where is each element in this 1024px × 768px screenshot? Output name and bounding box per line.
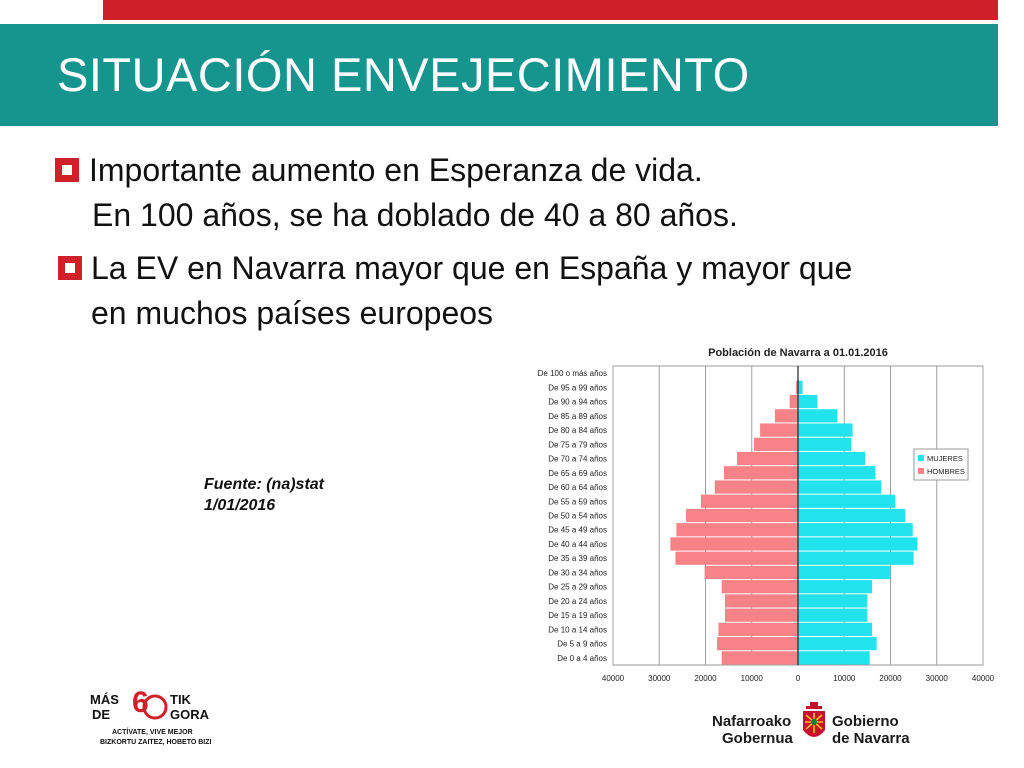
chart-y-tick-label: De 75 a 79 años <box>548 440 607 450</box>
chart-y-tick-label: De 70 a 74 años <box>548 454 607 464</box>
chart-bar-hombres <box>718 623 798 636</box>
chart-x-tick-label: 20000 <box>694 674 717 683</box>
chart-bar-mujeres <box>798 423 853 436</box>
top-accent-bar <box>103 0 998 20</box>
chart-bar-hombres <box>754 438 798 451</box>
chart-x-tick-label: 40000 <box>601 674 625 683</box>
chart-y-tick-label: De 85 a 89 años <box>548 411 607 421</box>
logo-gobernua: Gobernua <box>722 730 793 747</box>
chart-bar-mujeres <box>798 609 867 622</box>
chart-title: Población de Navarra a 01.01.2016 <box>708 347 888 359</box>
chart-y-tick-label: De 30 a 34 años <box>548 568 607 578</box>
chart-legend-swatch <box>918 455 924 461</box>
logo-tik: TIK <box>170 692 191 707</box>
logo-de-navarra: de Navarra <box>832 730 910 747</box>
chart-bar-hombres <box>722 651 798 664</box>
chart-x-tick-label: 40000 <box>971 674 995 683</box>
bullet-1-line-1: Importante aumento en Esperanza de vida. <box>89 152 703 188</box>
navarra-coat-of-arms-icon <box>800 700 828 744</box>
logo-gora: GORA <box>170 707 209 722</box>
chart-y-tick-label: De 15 a 19 años <box>548 611 607 621</box>
chart-bar-mujeres <box>798 381 803 394</box>
chart-bar-hombres <box>701 495 798 508</box>
chart-y-tick-label: De 45 a 49 años <box>548 525 607 535</box>
chart-bar-hombres <box>790 395 798 408</box>
logo-nafarroako: Nafarroako <box>712 713 792 730</box>
chart-bar-hombres <box>737 452 798 465</box>
chart-bar-hombres <box>675 552 798 565</box>
chart-y-tick-label: De 40 a 44 años <box>548 539 607 549</box>
source-line-2: 1/01/2016 <box>204 497 276 514</box>
chart-bar-mujeres <box>798 438 851 451</box>
bullet-square-icon <box>55 158 79 182</box>
chart-bar-hombres <box>717 637 798 650</box>
bullet-square-icon <box>58 256 82 280</box>
chart-x-tick-label: 30000 <box>925 674 948 683</box>
chart-x-tick-label: 0 <box>795 674 801 683</box>
chart-bar-mujeres <box>798 623 872 636</box>
chart-x-tick-label: 30000 <box>648 674 671 683</box>
slide-title: SITUACIÓN ENVEJECIMIENTO <box>57 48 750 101</box>
chart-bar-mujeres <box>798 537 917 550</box>
logo-six-digit: 6 <box>132 688 149 719</box>
chart-bar-hombres <box>670 537 798 550</box>
chart-y-tick-label: De 0 a 4 años <box>557 653 607 663</box>
logo-de: DE <box>92 707 111 722</box>
chart-bar-mujeres <box>798 566 891 579</box>
chart-y-tick-label: De 20 a 24 años <box>548 596 607 606</box>
chart-bar-mujeres <box>798 395 817 408</box>
chart-bar-mujeres <box>798 452 865 465</box>
chart-bar-hombres <box>676 523 798 536</box>
bullet-2-line-1: La EV en Navarra mayor que en España y mayor que <box>91 250 853 286</box>
chart-x-tick-label: 10000 <box>833 674 856 683</box>
bullet-1-line-2: En 100 años, se ha doblado de 40 a 80 años. <box>92 197 738 233</box>
chart-y-tick-label: De 10 a 14 años <box>548 625 607 635</box>
chart-bar-hombres <box>760 423 798 436</box>
source-note <box>204 474 324 516</box>
chart-bar-mujeres <box>798 480 881 493</box>
chart-bar-mujeres <box>798 466 875 479</box>
chart-y-tick-label: De 25 a 29 años <box>548 582 607 592</box>
chart-bar-mujeres <box>798 637 877 650</box>
chart-legend-label: MUJERES <box>927 454 963 463</box>
chart-x-tick-label: 20000 <box>879 674 902 683</box>
chart-x-tick-label: 10000 <box>740 674 763 683</box>
chart-bar-mujeres <box>798 523 913 536</box>
chart-y-tick-label: De 60 a 64 años <box>548 483 607 493</box>
chart-bar-mujeres <box>798 594 867 607</box>
logo-tagline-2: BIZKORTU ZAITEZ, HOBETO BIZI <box>100 739 212 746</box>
chart-y-tick-label: De 95 a 99 años <box>548 383 607 393</box>
chart-y-tick-label: De 35 a 39 años <box>548 554 607 564</box>
chart-bar-mujeres <box>798 509 905 522</box>
chart-bar-mujeres <box>798 495 895 508</box>
chart-y-tick-label: De 55 a 59 años <box>548 497 607 507</box>
chart-bar-hombres <box>724 466 798 479</box>
chart-bar-mujeres <box>798 651 870 664</box>
chart-bar-hombres <box>686 509 798 522</box>
chart-bar-hombres <box>725 609 798 622</box>
chart-bar-hombres <box>725 594 798 607</box>
bullet-2-line-2: en muchos países europeos <box>91 295 494 331</box>
logo-tagline-1: ACTÍVATE, VIVE MEJOR <box>112 729 193 736</box>
chart-bar-mujeres <box>798 409 837 422</box>
chart-legend-label: HOMBRES <box>927 467 965 476</box>
chart-bar-mujeres <box>798 580 872 593</box>
chart-y-tick-label: De 65 a 69 años <box>548 468 607 478</box>
mas-de-60-tik-gora-logo <box>90 688 220 750</box>
population-pyramid-chart <box>525 338 1000 693</box>
chart-y-tick-label: De 50 a 54 años <box>548 511 607 521</box>
chart-bar-hombres <box>715 480 798 493</box>
chart-bar-hombres <box>722 580 798 593</box>
chart-bar-hombres <box>705 566 798 579</box>
chart-legend-swatch <box>918 468 924 474</box>
logo-mas: MÁS <box>90 692 119 707</box>
chart-bar-hombres <box>775 409 798 422</box>
logo-gobierno: Gobierno <box>832 713 899 730</box>
chart-y-tick-label: De 100 o más años <box>537 369 607 379</box>
chart-y-tick-label: De 80 a 84 años <box>548 426 607 436</box>
chart-bar-mujeres <box>798 552 914 565</box>
source-line-1: Fuente: (na)stat <box>204 476 324 493</box>
chart-y-tick-label: De 90 a 94 años <box>548 397 607 407</box>
chart-y-tick-label: De 5 a 9 años <box>557 639 607 649</box>
